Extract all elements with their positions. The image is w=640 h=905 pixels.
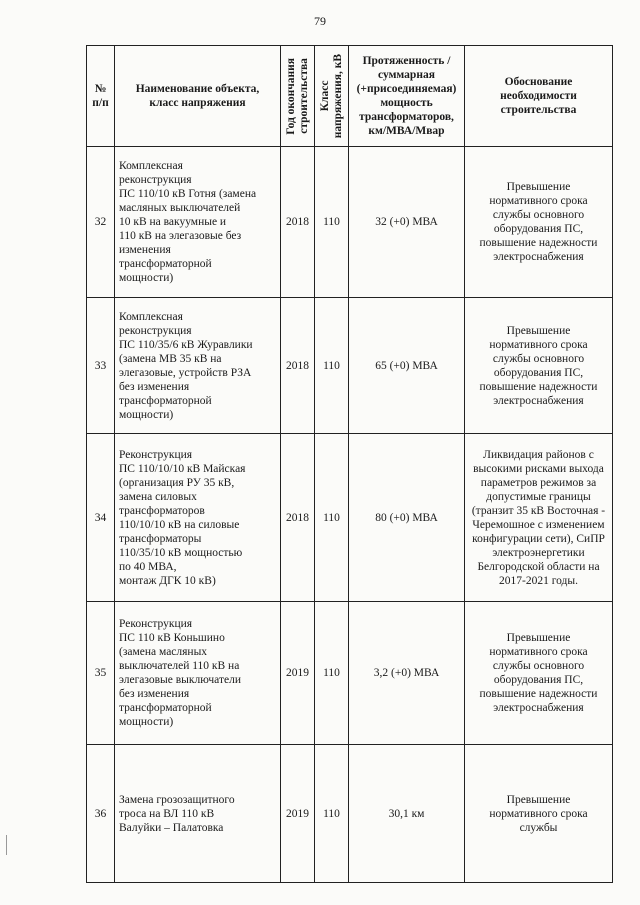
header-capacity: Протяженность / суммарная (+присоединяемая) мощность трансформаторов, км/МВА/Мвар	[349, 46, 465, 147]
row-year: 2018	[281, 147, 315, 298]
table-row	[87, 298, 613, 434]
row-year: 2018	[281, 434, 315, 602]
row-voltage: 110	[315, 602, 349, 745]
table-row	[87, 147, 613, 298]
projects-table	[86, 45, 613, 883]
row-name: Комплексная реконструкция ПС 110/35/6 кВ Журавлики (замена МВ 35 кВ на элегазовые, устройств РЗА без изменения трансформаторной мощности)	[115, 298, 281, 434]
header-num: № п/п	[87, 46, 115, 147]
row-voltage: 110	[315, 745, 349, 883]
header-voltage: Класс напряжения, кВ	[315, 46, 349, 147]
row-voltage: 110	[315, 434, 349, 602]
row-name: Реконструкция ПС 110/10/10 кВ Майская (организация РУ 35 кВ, замена силовых трансформаторов 110/10/10 кВ на силовые трансформаторы 110/35/10 кВ мощностью по 40 МВА, монтаж ДГК 10 кВ)	[115, 434, 281, 602]
row-capacity: 30,1 км	[349, 745, 465, 883]
row-year: 2019	[281, 602, 315, 745]
row-name: Комплексная реконструкция ПС 110/10 кВ Готня (замена масляных выключателей 10 кВ на вакуумные и 110 кВ на элегазовые без изменения трансформаторной мощности)	[115, 147, 281, 298]
row-justification: Превышение нормативного срока службы основного оборудования ПС, повышение надежности электроснабжения	[465, 147, 613, 298]
row-justification: Превышение нормативного срока службы основного оборудования ПС, повышение надежности электроснабжения	[465, 602, 613, 745]
table-row	[87, 602, 613, 745]
table-row	[87, 745, 613, 883]
row-name: Замена грозозащитного троса на ВЛ 110 кВ Валуйки – Палатовка	[115, 745, 281, 883]
row-name: Реконструкция ПС 110 кВ Коньшино (замена масляных выключателей 110 кВ на элегазовые выключатели без изменения трансформаторной мощности)	[115, 602, 281, 745]
row-capacity: 65 (+0) МВА	[349, 298, 465, 434]
row-num: 36	[87, 745, 115, 883]
row-capacity: 80 (+0) МВА	[349, 434, 465, 602]
row-num: 34	[87, 434, 115, 602]
header-justification: Обоснование необходимости строительства	[465, 46, 613, 147]
row-capacity: 3,2 (+0) МВА	[349, 602, 465, 745]
row-num: 35	[87, 602, 115, 745]
table-header-row	[87, 46, 613, 147]
row-year: 2018	[281, 298, 315, 434]
page-number: 79	[314, 14, 326, 28]
row-voltage: 110	[315, 147, 349, 298]
row-voltage: 110	[315, 298, 349, 434]
row-year: 2019	[281, 745, 315, 883]
scan-margin-mark	[6, 835, 7, 855]
row-justification: Превышение нормативного срока службы основного оборудования ПС, повышение надежности электроснабжения	[465, 298, 613, 434]
table-row	[87, 434, 613, 602]
row-justification: Превышение нормативного срока службы	[465, 745, 613, 883]
row-capacity: 32 (+0) МВА	[349, 147, 465, 298]
header-year: Год окончания строительства	[281, 46, 315, 147]
row-num: 33	[87, 298, 115, 434]
row-justification: Ликвидация районов с высокими рисками выхода параметров режимов за допустимые границы (транзит 35 кВ Восточная - Черемошное с изменением конфигурации сети), СиПР электроэнергетики Белгородской области на 2017-2021 годы.	[465, 434, 613, 602]
header-name: Наименование объекта, класс напряжения	[115, 46, 281, 147]
row-num: 32	[87, 147, 115, 298]
